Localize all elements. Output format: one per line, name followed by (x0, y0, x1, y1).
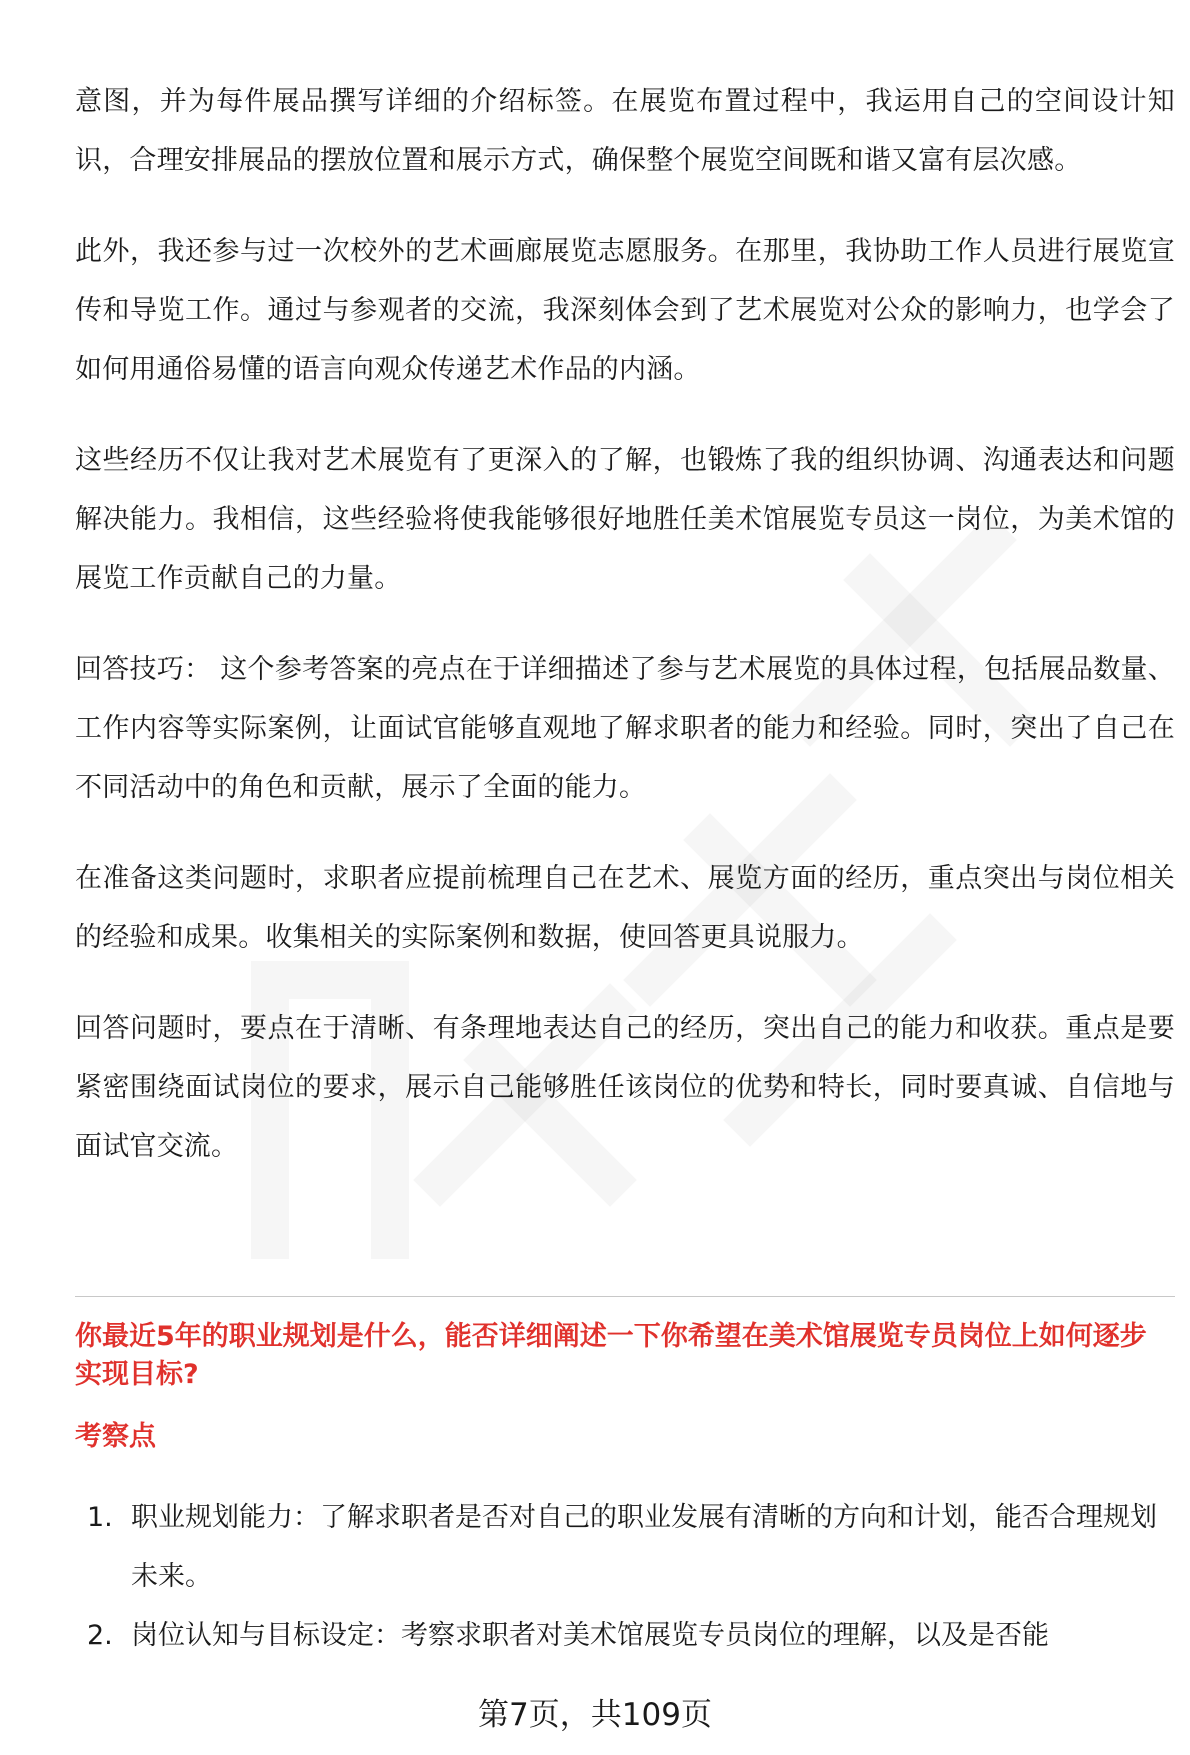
section-divider (75, 1296, 1175, 1297)
list-number: 1. (87, 1502, 113, 1533)
list-item-text: 职业规划能力：了解求职者是否对自己的职业发展有清晰的方向和计划，能否合理规划未来。 (131, 1502, 1157, 1592)
paragraph: 意图，并为每件展品撰写详细的介绍标签。在展览布置过程中，我运用自己的空间设计知识，合理安排展品的摆放位置和展示方式，确保整个展览空间既和谐又富有层次感。 (75, 86, 1175, 176)
paragraph: 在准备这类问题时，求职者应提前梳理自己在艺术、展览方面的经历，重点突出与岗位相关的经验和成果。收集相关的实际案例和数据，使回答更具说服力。 (75, 863, 1175, 953)
point-list (75, 1488, 1175, 1665)
list-number: 2. (87, 1620, 113, 1651)
paragraph: 回答技巧： 这个参考答案的亮点在于详细描述了参与艺术展览的具体过程，包括展品数量、工作内容等实际案例，让面试官能够直观地了解求职者的能力和经验。同时，突出了自己在不同活动中的角色和贡献，展示了全面的能力。 (75, 654, 1175, 803)
body-content (75, 72, 1175, 1208)
list-item (75, 1488, 1175, 1606)
paragraph: 这些经历不仅让我对艺术展览有了更深入的了解，也锻炼了我的组织协调、沟通表达和问题解决能力。我相信，这些经验将使我能够很好地胜任美术馆展览专员这一岗位，为美术馆的展览工作贡献自己的力量。 (75, 445, 1175, 594)
paragraph: 回答问题时，要点在于清晰、有条理地表达自己的经历，突出自己的能力和收获。重点是要紧密围绕面试岗位的要求，展示自己能够胜任该岗位的优势和特长，同时要真诚、自信地与面试官交流。 (75, 1013, 1175, 1162)
question-heading: 你最近5年的职业规划是什么，能否详细阐述一下你希望在美术馆展览专员岗位上如何逐步实现目标? (75, 1321, 1147, 1390)
list-item-text: 岗位认知与目标设定：考察求职者对美术馆展览专员岗位的理解，以及是否能 (131, 1620, 1049, 1651)
paragraph: 此外，我还参与过一次校外的艺术画廊展览志愿服务。在那里，我协助工作人员进行展览宣传和导览工作。通过与参观者的交流，我深刻体会到了艺术展览对公众的影响力，也学会了如何用通俗易懂的语言向观众传递艺术作品的内涵。 (75, 236, 1175, 385)
list-item (75, 1606, 1175, 1665)
section-title: 考察点 (75, 1421, 156, 1452)
page-number: 第7页，共109页 (478, 1697, 712, 1733)
